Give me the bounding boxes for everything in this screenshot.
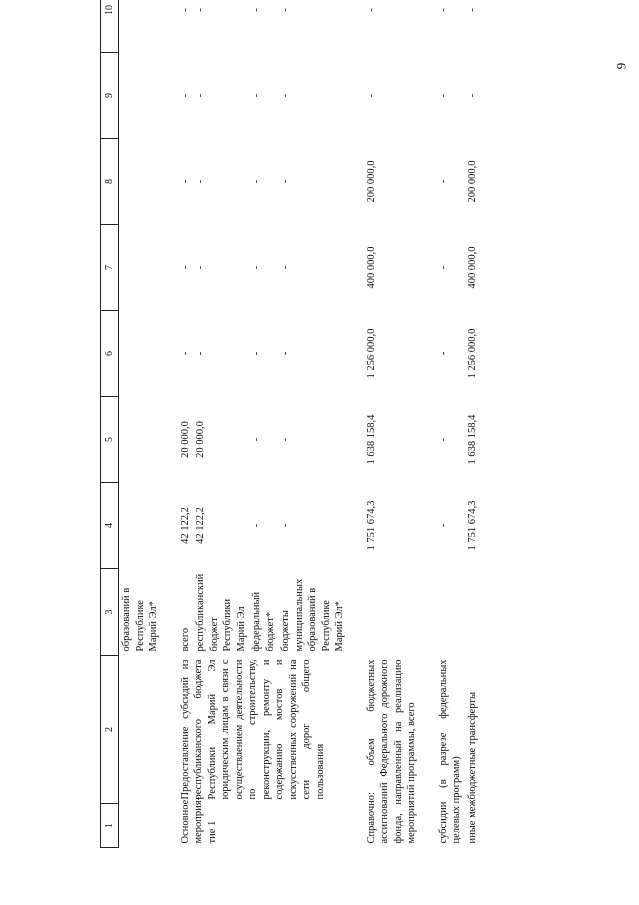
table-row [364, 0, 420, 848]
cell-value: - [251, 351, 262, 356]
cell-value: - [251, 8, 262, 12]
cell-funding-source: республиканский бюджет Республики Марий Эл [195, 573, 247, 652]
cell-value [119, 139, 162, 225]
cell-value: - [179, 93, 191, 98]
col-header-5: 5 [101, 397, 119, 483]
cell-value: 1 638 158,4 [466, 414, 478, 465]
cell-value: - [437, 179, 449, 184]
cell-measure-name [119, 656, 162, 804]
cell-funding-source: федеральный бюджет* [251, 591, 276, 652]
table-row [178, 0, 194, 848]
cell-value: - [251, 179, 262, 184]
cell-reference-label: иные межбюджетные трансферты [466, 691, 478, 844]
cell-value: - [365, 93, 377, 98]
cell-value [119, 225, 162, 311]
cell-value: - [195, 351, 206, 356]
cell-funding-source: образований в Республике Марий Эл* [121, 587, 159, 652]
cell-value: 400 000,0 [365, 246, 377, 289]
cell-funding-source [436, 569, 465, 656]
cell-value [119, 0, 162, 53]
cell-value: - [280, 8, 291, 12]
cell-value: 200 000,0 [365, 160, 377, 203]
cell-measure-type [119, 804, 162, 848]
cell-value: - [280, 437, 291, 442]
cell-value: - [280, 265, 291, 270]
cell-value: - [251, 265, 262, 270]
cell-value: - [365, 8, 377, 12]
cell-reference-label: субсидии (в разрезе федеральных целевых программ) [437, 659, 462, 844]
cell-value: - [280, 523, 291, 528]
cell-value: 42 122,2 [195, 507, 206, 544]
cell-value: - [195, 8, 206, 12]
col-header-8: 8 [101, 139, 119, 225]
cell-value: - [179, 265, 191, 270]
budget-table [100, 0, 480, 848]
cell-value: 1 751 674,3 [466, 500, 478, 551]
cell-value: - [195, 93, 206, 98]
cell-value [119, 53, 162, 139]
cell-funding-source: бюджеты муниципальных образований в Республике Марий Эл* [280, 578, 345, 652]
col-header-6: 6 [101, 311, 119, 397]
cell-value: - [179, 351, 191, 356]
cell-value: - [437, 93, 449, 98]
cell-value: - [251, 437, 262, 442]
cell-value: - [179, 179, 191, 184]
col-header-2: 2 [101, 656, 119, 804]
cell-value: - [437, 351, 449, 356]
cell-value: - [195, 265, 206, 270]
cell-reference-label: Справочно: объем бюджетных ассигнований Федерального дорожного фонда, направленный на реализацию мероприятий программы, всего [365, 659, 417, 844]
cell-measure-name: Предоставление субсидий из республиканского бюджета Республики Марий Эл юридическим лицам в связи с осуществлением деятельности по строительству, реконструкции, ремонту и содержанию мостов и искусственных сооружений на сети дорог общего пользования [179, 659, 326, 800]
cell-value: - [437, 523, 449, 528]
table-row [465, 0, 481, 848]
rotated-table-container [100, 5, 620, 848]
cell-value: 1 256 000,0 [466, 328, 478, 379]
col-header-3: 3 [101, 569, 119, 656]
cell-value: 20 000,0 [195, 421, 206, 458]
cell-value: 20 000,0 [179, 421, 191, 458]
cell-value: - [437, 8, 449, 12]
col-header-9: 9 [101, 53, 119, 139]
cell-value: - [437, 265, 449, 270]
cell-value [119, 483, 162, 569]
cell-value: 42 122,2 [179, 507, 191, 544]
cell-value: - [466, 93, 478, 98]
col-header-7: 7 [101, 225, 119, 311]
cell-value: - [280, 351, 291, 356]
cell-funding-source [364, 569, 420, 656]
cell-value: - [280, 93, 291, 98]
cell-value: - [280, 179, 291, 184]
cell-value: - [466, 8, 478, 12]
cell-value [119, 311, 162, 397]
cell-value: - [251, 93, 262, 98]
cell-value: 1 638 158,4 [365, 414, 377, 465]
cell-value [119, 397, 162, 483]
cell-value: - [195, 179, 206, 184]
cell-value: 1 751 674,3 [365, 500, 377, 551]
cell-measure-type: Основное мероприя-тие 1 [179, 796, 218, 844]
cell-value: 400 000,0 [466, 246, 478, 289]
table-row [436, 0, 465, 848]
cell-value: 1 256 000,0 [365, 328, 377, 379]
cell-value: - [437, 437, 449, 442]
cell-funding-source: всего [179, 627, 191, 652]
col-header-4: 4 [101, 483, 119, 569]
cell-value: - [179, 8, 191, 12]
cell-funding-source [465, 569, 481, 656]
col-header-10: 10 [101, 0, 119, 53]
table-row [119, 0, 162, 848]
col-header-1: 1 [101, 804, 119, 848]
column-number-header [101, 0, 119, 848]
cell-value: - [251, 523, 262, 528]
page-number: 9 [613, 62, 629, 70]
cell-value: 200 000,0 [466, 160, 478, 203]
